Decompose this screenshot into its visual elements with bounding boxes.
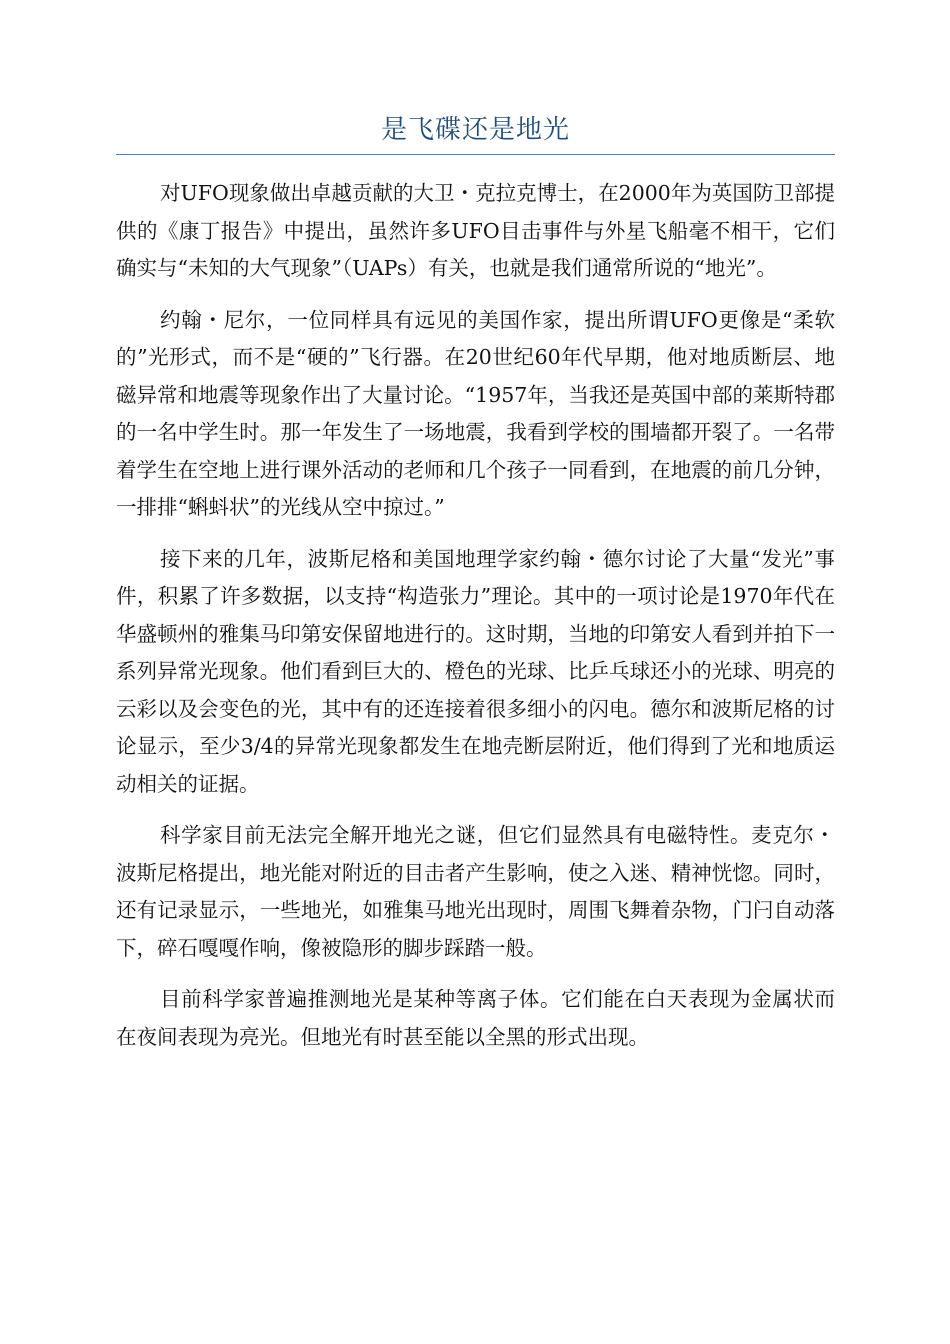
- paragraph-2: 约翰・尼尔，一位同样具有远见的美国作家，提出所谓UFO更像是“柔软的”光形式，而不是“硬的”飞行器。在20世纪60年代早期，他对地质断层、地磁异常和地震等现象作出了大量讨论。“1957年，当我还是英国中部的莱斯特郡的一名中学生时。那一年发生了一场地震，我看到学校的围墙都开裂了。一名带着学生在空地上进行课外活动的老师和几个孩子一同看到，在地震的前几分钟，一排排“蝌蚪状”的光线从空中掠过。”: [116, 307, 835, 519]
- paragraph-4: 科学家目前无法完全解开地光之谜，但它们显然具有电磁特性。麦克尔・波斯尼格提出，地光能对附近的目击者产生影响，使之入迷、精神恍惚。同时，还有记录显示，一些地光，如雅集马地光出现时，周围飞舞着杂物，门闩自动落下，碎石嘎嘎作响，像被隐形的脚步踩踏一般。: [116, 823, 835, 960]
- paragraph-5: 目前科学家普遍推测地光是某种等离子体。它们能在白天表现为金属状而在夜间表现为亮光。但地光有时甚至能以全黑的形式出现。: [116, 987, 835, 1049]
- title-underline: [116, 154, 835, 155]
- paragraph-1: 对UFO现象做出卓越贡献的大卫・克拉克博士，在2000年为英国防卫部提供的《康丁报告》中提出，虽然许多UFO目击事件与外星飞船毫不相干，它们确实与“未知的大气现象”（UAPs）有关，也就是我们通常所说的“地光”。: [116, 181, 835, 280]
- document-body: [116, 175, 835, 1070]
- paragraph-3: 接下来的几年，波斯尼格和美国地理学家约翰・德尔讨论了大量“发光”事件，积累了许多数据，以支持“构造张力”理论。其中的一项讨论是1970年代在华盛顿州的雅集马印第安保留地进行的。这时期，当地的印第安人看到并拍下一系列异常光现象。他们看到巨大的、橙色的光球、比乒乓球还小的光球、明亮的云彩以及会变色的光，其中有的还连接着很多细小的闪电。德尔和波斯尼格的讨论显示，至少3/4的异常光现象都发生在地壳断层附近，他们得到了光和地质运动相关的证据。: [116, 546, 835, 796]
- document-title: 是飞碟还是地光: [380, 115, 570, 145]
